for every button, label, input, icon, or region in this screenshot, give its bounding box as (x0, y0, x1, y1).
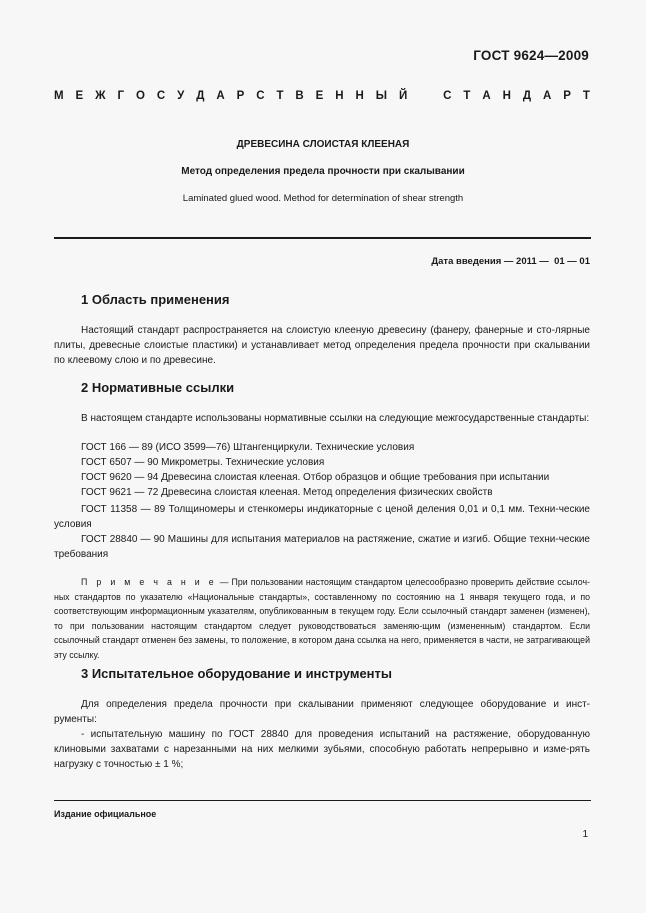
reference-item: ГОСТ 6507 — 90 Микрометры. Технические условия (81, 457, 325, 468)
section-3-heading: 3 Испытательное оборудование и инструменты (81, 666, 393, 681)
reference-item: ГОСТ 166 — 89 (ИСО 3599—76) Штангенциркули. Технические условия (81, 442, 415, 453)
banner-letter: Р (563, 90, 571, 102)
banner-letter: Й (398, 90, 408, 102)
banner-letter: Е (315, 90, 324, 102)
banner-letter: С (443, 90, 452, 102)
banner-letter: В (295, 90, 304, 102)
equipment-item: - испытательную машину по ГОСТ 28840 для проведения испытаний на растяжение, оборудованную клиновыми захватами с нарезанными на них мелкими зубьями, способную работать непрерывно и изме-рять нагрузку с точностью ± 1 %; (54, 729, 590, 770)
reference-item: ГОСТ 9620 — 94 Древесина слоистая клееная. Отбор образцов и общие требования при испытании (81, 472, 550, 483)
document-title: ДРЕВЕСИНА СЛОИСТАЯ КЛЕЕНАЯ (236, 139, 410, 150)
document-subtitle: Метод определения предела прочности при скалывании (181, 166, 465, 177)
banner-letter: А (542, 90, 552, 102)
reference-item: ГОСТ 28840 — 90 Машины для испытания материалов на растяжение, сжатие и изгиб. Общие техни-ческие требования (54, 534, 590, 560)
banner-letter: Т (582, 90, 590, 102)
banner-letter: Ж (95, 90, 106, 102)
banner-letter: Г (117, 90, 125, 102)
reference-item: ГОСТ 9621 — 72 Древесина слоистая клееная. Метод определения физических свойств (81, 487, 493, 498)
banner-letter: Ы (375, 90, 388, 102)
banner-letter: Р (236, 90, 245, 102)
banner-letter: Н (355, 90, 364, 102)
reference-item: ГОСТ 11358 — 89 Толщиномеры и стенкомеры индикаторные с ценой деления 0,01 и 0,1 мм. Техни-ческие условия (54, 504, 590, 530)
banner-letter: Д (196, 90, 205, 102)
banner-letter: А (216, 90, 225, 102)
banner-letter: О (135, 90, 145, 102)
document-title-english: Laminated glued wood. Method for determination of shear strength (182, 193, 464, 204)
introduction-date: Дата введения — 2011 — 01 — 01 (431, 256, 590, 267)
section-2-intro: В настоящем стандарте использованы нормативные ссылки на следующие межгосударственные стандарты: (81, 413, 590, 424)
header-divider (54, 237, 591, 239)
note-paragraph (54, 575, 590, 662)
banner-letter: А (482, 90, 491, 102)
standard-number: ГОСТ 9624—2009 (473, 48, 589, 63)
page-number: 1 (582, 829, 588, 840)
banner-letter: Н (502, 90, 511, 102)
interstate-standard-banner (54, 90, 590, 102)
banner-letter: Е (75, 90, 84, 102)
edition-label: Издание официальное (54, 809, 157, 819)
banner-letter: Т (276, 90, 284, 102)
note-text: — При пользовании настоящим стандартом целесообразно проверить действие ссылоч-ных стандартов по указателю «Национальные стандарты», составленному по состоянию на 1 января текущего года, и по соответствующим информационным указателям, опубликованным в текущем году. Если ссылочный стандарт заменен (изменен), то при пользовании настоящим стандартом следует руководствоваться заменяю-щим (измененным) стандартом. Если ссылочный стандарт отменен без замены, то положение, в котором дана ссылка на него, применяется в части, не затрагивающей эту ссылку. (54, 577, 590, 660)
banner-letter: С (156, 90, 166, 102)
section-3-intro: Для определения предела прочности при скалывании применяют следующее оборудование и инст-рументы: (54, 699, 590, 725)
banner-letter: М (54, 90, 64, 102)
banner-letter: У (177, 90, 185, 102)
section-1-heading: 1 Область применения (81, 292, 230, 307)
banner-letter: С (256, 90, 265, 102)
banner-word-gap (419, 90, 431, 102)
banner-letter: Н (335, 90, 344, 102)
banner-letter: Д (522, 90, 532, 102)
footer-divider (54, 800, 591, 801)
note-label: П р и м е ч а н и е (81, 577, 217, 587)
section-1-text: Настоящий стандарт распространяется на слоистую клееную древесину (фанеру, фанерные и сто-лярные плиты, древесные слоистые пластики) и устанавливает метод определения предела прочности при скалывании по клеевому слою и по древесине. (54, 325, 590, 366)
section-2-heading: 2 Нормативные ссылки (81, 380, 235, 395)
banner-letter: Т (463, 90, 471, 102)
